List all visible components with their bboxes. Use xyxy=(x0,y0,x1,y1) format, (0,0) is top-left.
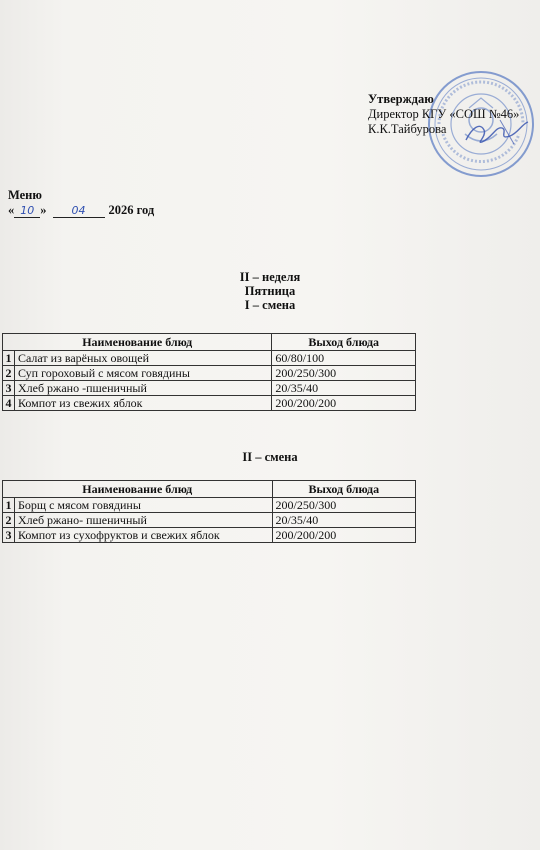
table-row xyxy=(3,528,416,543)
dish-yield: 200/200/200 xyxy=(272,396,416,411)
dish-name-header: Наименование блюд xyxy=(3,334,272,351)
menu-date xyxy=(8,203,154,218)
row-number: 4 xyxy=(3,396,15,411)
weekday-heading: Пятница xyxy=(244,284,296,298)
yield-header: Выход блюда xyxy=(272,481,415,498)
dish-yield: 200/200/200 xyxy=(272,528,415,543)
dish-name: Салат из варёных овощей xyxy=(14,351,271,366)
approval-position: Директор КГУ «СОШ №46» xyxy=(368,107,520,121)
row-number: 1 xyxy=(3,498,15,513)
close-quote: » xyxy=(40,203,47,217)
table-row xyxy=(3,381,416,396)
dish-name: Суп гороховый с мясом говядины xyxy=(14,366,271,381)
yield-header: Выход блюда xyxy=(272,334,416,351)
shift2-heading: II – смена xyxy=(242,450,298,464)
row-number: 1 xyxy=(3,351,15,366)
menu-title: Меню xyxy=(8,188,42,202)
dish-yield: 60/80/100 xyxy=(272,351,416,366)
dish-name-header: Наименование блюд xyxy=(3,481,273,498)
row-number: 3 xyxy=(3,381,15,396)
table-row xyxy=(3,351,416,366)
table-header-row xyxy=(3,481,416,498)
shift1-heading: I – смена xyxy=(244,298,296,312)
open-quote: « xyxy=(8,203,15,217)
dish-name: Компот из сухофруктов и свежих яблок xyxy=(14,528,272,543)
table-header-row xyxy=(3,334,416,351)
shift1-menu-table xyxy=(2,333,416,411)
menu-day: 10 xyxy=(14,204,40,218)
dish-yield: 20/35/40 xyxy=(272,381,416,396)
menu-year: 2026 год xyxy=(108,203,155,217)
dish-yield: 20/35/40 xyxy=(272,513,415,528)
table-row xyxy=(3,513,416,528)
dish-name: Хлеб ржано -пшеничный xyxy=(14,381,271,396)
approval-name: К.К.Тайбурова xyxy=(368,122,447,136)
dish-name: Борщ с мясом говядины xyxy=(14,498,272,513)
dish-yield: 200/250/300 xyxy=(272,366,416,381)
table-row xyxy=(3,396,416,411)
row-number: 2 xyxy=(3,366,15,381)
week-heading: II – неделя xyxy=(239,270,301,284)
table-row xyxy=(3,366,416,381)
shift2-menu-table xyxy=(2,480,416,543)
dish-name: Хлеб ржано- пшеничный xyxy=(14,513,272,528)
approval-block xyxy=(368,92,538,137)
row-number: 3 xyxy=(3,528,15,543)
row-number: 2 xyxy=(3,513,15,528)
table-row xyxy=(3,498,416,513)
approval-title: Утверждаю xyxy=(368,92,434,106)
menu-header xyxy=(8,188,154,218)
dish-yield: 200/250/300 xyxy=(272,498,415,513)
dish-name: Компот из свежих яблок xyxy=(14,396,271,411)
menu-month: 04 xyxy=(53,204,105,218)
